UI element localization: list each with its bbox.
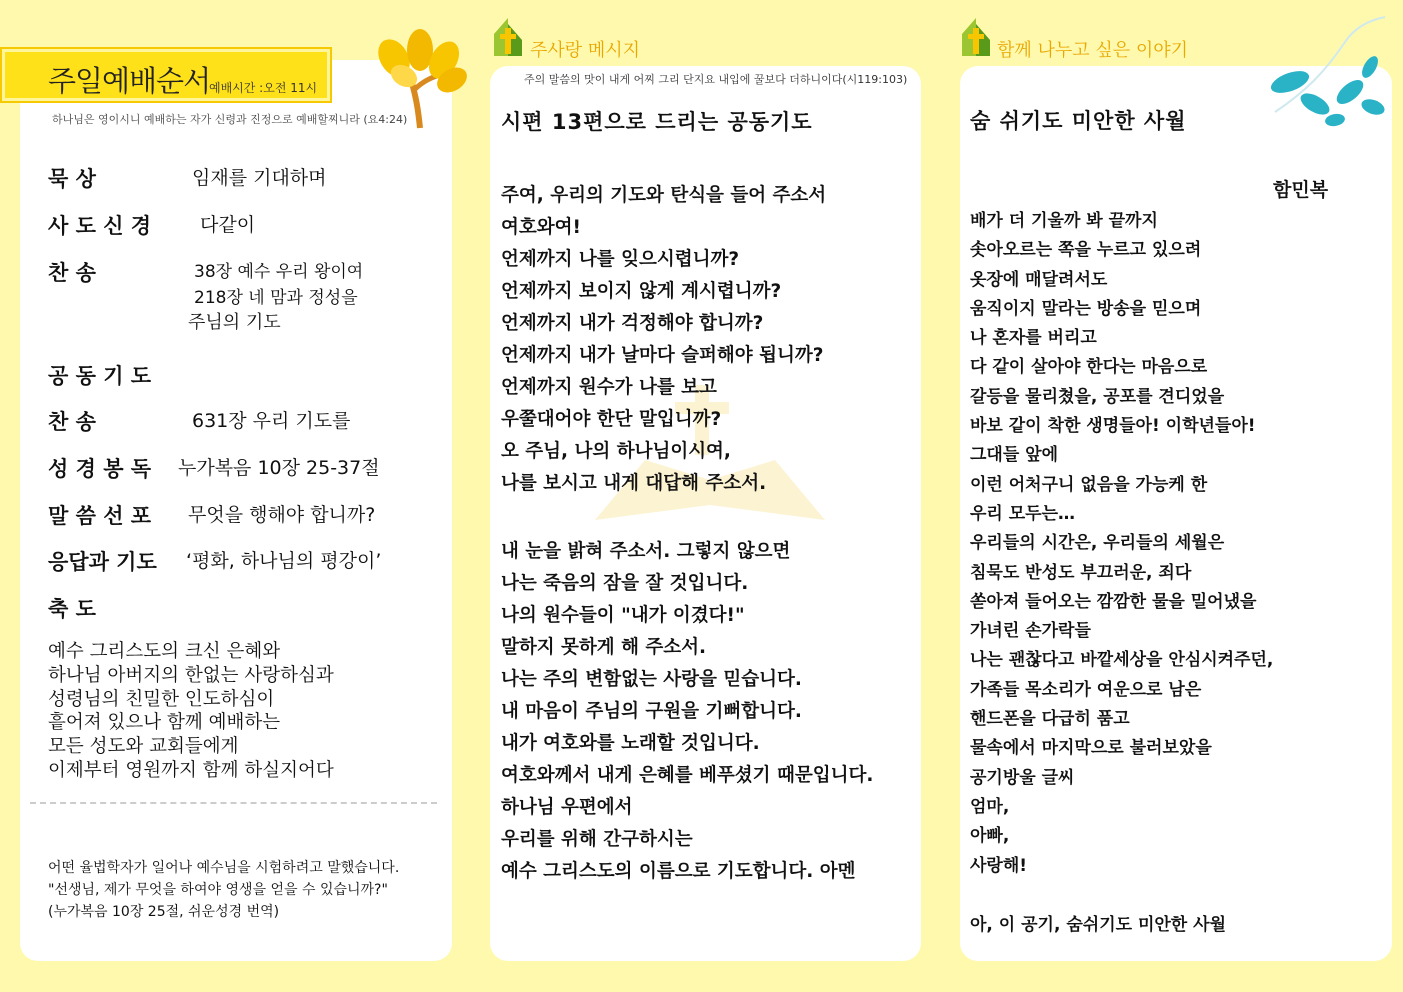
prayer-line: 나의 원수들이 "내가 이겼다!" <box>501 605 745 626</box>
prayer-line: 우쭐대어야 한단 말입니까? <box>501 409 722 430</box>
order-value: 무엇을 행해야 합니까? <box>188 504 376 526</box>
poem-line: 우리 모두는… <box>970 503 1076 524</box>
poem-closing-line: 아, 이 공기, 숨쉬기도 미안한 사월 <box>970 914 1226 935</box>
footer-line: "선생님, 제가 무엇을 하여야 영생을 얻을 수 있습니까?" <box>48 882 388 898</box>
prayer-line: 언제까지 보이지 않게 계시렵니까? <box>501 281 782 302</box>
prayer-line: 언제까지 나를 잊으시렵니까? <box>501 249 740 270</box>
prayer-line: 여호와께서 내게 은혜를 베푸셨기 때문입니다. <box>501 765 874 786</box>
poem-line: 배가 더 기울까 봐 끝까지 <box>970 211 1158 231</box>
poem-line: 그대들 앞에 <box>970 445 1059 466</box>
poem-line: 다 같이 살아야 한다는 마음으로 <box>970 357 1208 378</box>
paragraph-gap <box>501 500 873 536</box>
prayer-line: 주여, 우리의 기도와 탄식을 들어 주소서 <box>501 185 827 206</box>
prayer-line: 오 주님, 나의 하나님이시여, <box>501 441 731 462</box>
footer-verse <box>48 857 399 923</box>
benediction-text <box>48 640 334 783</box>
story-author: 함민복 <box>1273 179 1329 201</box>
order-label: 묵 상 <box>48 167 96 191</box>
poem-line: 바보 같이 착한 생명들아! 이학년들아! <box>970 416 1256 437</box>
poem-line: 아빠, <box>970 826 1010 847</box>
paragraph-gap <box>970 881 1273 911</box>
poem-line: 나 혼자를 버리고 <box>970 328 1097 349</box>
section-title: 함께 나누고 싶은 이야기 <box>997 40 1189 61</box>
prayer-line: 나는 죽음의 잠을 잘 것입니다. <box>501 573 749 594</box>
order-label: 찬 송 <box>48 410 96 434</box>
prayer-line: 우리를 위해 간구하시는 <box>501 829 693 850</box>
poem-line: 물속에서 마지막으로 불러보았을 <box>970 738 1212 759</box>
order-value: 다같이 <box>200 214 256 236</box>
poem-line: 가녀린 손가락들 <box>970 621 1091 642</box>
footer-line: (누가복음 10장 25절, 쉬운성경 번역) <box>48 904 280 920</box>
poem-line: 갈등을 물리쳤을, 공포를 견디었을 <box>970 386 1225 407</box>
order-value: 631장 우리 기도를 <box>192 410 351 432</box>
poem-line: 우리들의 시간은, 우리들의 세월은 <box>970 533 1225 554</box>
poem-line: 나는 괜찮다고 바깥세상을 안심시켜주던, <box>970 650 1274 671</box>
section-verse: 주의 말씀의 맛이 내게 어찌 그리 단지요 내입에 꿀보다 더하니이다(시119:103) <box>524 73 908 86</box>
benediction-line: 모든 성도와 교회들에게 <box>48 736 239 758</box>
prayer-line: 나를 보시고 내게 대답해 주소서. <box>501 473 767 494</box>
order-label: 축 도 <box>48 597 96 621</box>
prayer-line: 하나님 우편에서 <box>501 797 633 818</box>
cross-book-icon <box>960 14 994 58</box>
benediction-line: 예수 그리스도의 크신 은혜와 <box>48 641 281 662</box>
prayer-line: 내 마음이 주님의 구원을 기뻐합니다. <box>501 701 802 722</box>
benediction-line: 성령님의 친밀한 인도하심이 <box>48 688 275 710</box>
page-title: 주일예배순서 <box>48 64 211 98</box>
poem-line: 공기방울 글씨 <box>970 767 1075 788</box>
poem-line: 사랑해! <box>970 855 1028 876</box>
order-label: 응답과 기도 <box>48 550 157 574</box>
footer-line: 어떤 율법학자가 일어나 예수님을 시험하려고 말했습니다. <box>48 860 400 876</box>
prayer-line: 여호와여! <box>501 217 581 238</box>
poem-line: 쏟아져 들어오는 깜깜한 물을 밀어냈을 <box>970 591 1257 612</box>
story-title: 숨 쉬기도 미안한 사월 <box>970 109 1187 133</box>
prayer-line: 말하지 못하게 해 주소서. <box>501 637 707 658</box>
cross-book-icon <box>492 14 526 58</box>
benediction-line: 하나님 아버지의 한없는 사랑하심과 <box>48 664 334 686</box>
poem-line: 솟아오르는 쪽을 누르고 있으려 <box>970 240 1202 261</box>
poem-line: 이런 어처구니 없음을 가능케 한 <box>970 474 1208 495</box>
poem-line: 움직이지 말라는 방송을 믿으며 <box>970 298 1202 319</box>
order-value: 38장 예수 우리 왕이여 <box>194 262 364 282</box>
benediction-line: 이제부터 영원까지 함께 하실지어다 <box>48 759 334 781</box>
order-label: 말 씀 선 포 <box>48 504 152 528</box>
prayer-line: 나는 주의 변함없는 사랑을 믿습니다. <box>501 669 802 690</box>
order-value: 임재를 기대하며 <box>192 167 327 189</box>
prayer-line: 내가 여호와를 노래할 것입니다. <box>501 733 760 754</box>
order-value: ‘평화, 하나님의 평강이’ <box>186 550 382 572</box>
title-banner <box>0 47 332 103</box>
order-label: 사 도 신 경 <box>48 214 152 238</box>
benediction-line: 흩어져 있으나 함께 예배하는 <box>48 712 281 734</box>
prayer-line: 예수 그리스도의 이름으로 기도합니다. 아멘 <box>501 861 856 882</box>
prayer-line: 언제까지 원수가 나를 보고 <box>501 377 717 398</box>
worship-time: 예배시간 :오전 11시 <box>209 81 318 95</box>
prayer-line: 언제까지 내가 걱정해야 합니까? <box>501 313 764 334</box>
order-label: 찬 송 <box>48 261 96 285</box>
poem-line: 가족들 목소리가 여운으로 남은 <box>970 679 1202 700</box>
order-value: 누가복음 10장 25-37절 <box>178 457 380 479</box>
poem-line: 침묵도 반성도 부끄러운, 죄다 <box>970 562 1192 583</box>
prayer-body <box>501 180 873 888</box>
prayer-line: 내 눈을 밝혀 주소서. 그렇지 않으면 <box>501 541 791 562</box>
poem-line: 핸드폰을 다급히 품고 <box>970 709 1130 730</box>
order-label: 성 경 봉 독 <box>48 457 152 481</box>
leaf-decoration-icon <box>1255 12 1395 132</box>
poem-line: 엄마, <box>970 796 1010 817</box>
poem-body <box>970 207 1273 940</box>
prayer-line: 주님의 기도 <box>188 312 281 333</box>
order-label: 공 동 기 도 <box>48 364 152 388</box>
prayer-title: 시편 13편으로 드리는 공동기도 <box>501 110 813 134</box>
header-verse: 하나님은 영이시니 예배하는 자가 신령과 진정으로 예배할찌니라 (요4:24) <box>52 113 408 126</box>
poem-line: 옷장에 매달려서도 <box>970 269 1108 290</box>
section-title: 주사랑 메시지 <box>530 40 641 61</box>
prayer-line: 언제까지 내가 날마다 슬퍼해야 됩니까? <box>501 345 824 366</box>
hymn-line: 218장 네 맘과 정성을 <box>194 288 358 308</box>
divider <box>30 802 437 804</box>
